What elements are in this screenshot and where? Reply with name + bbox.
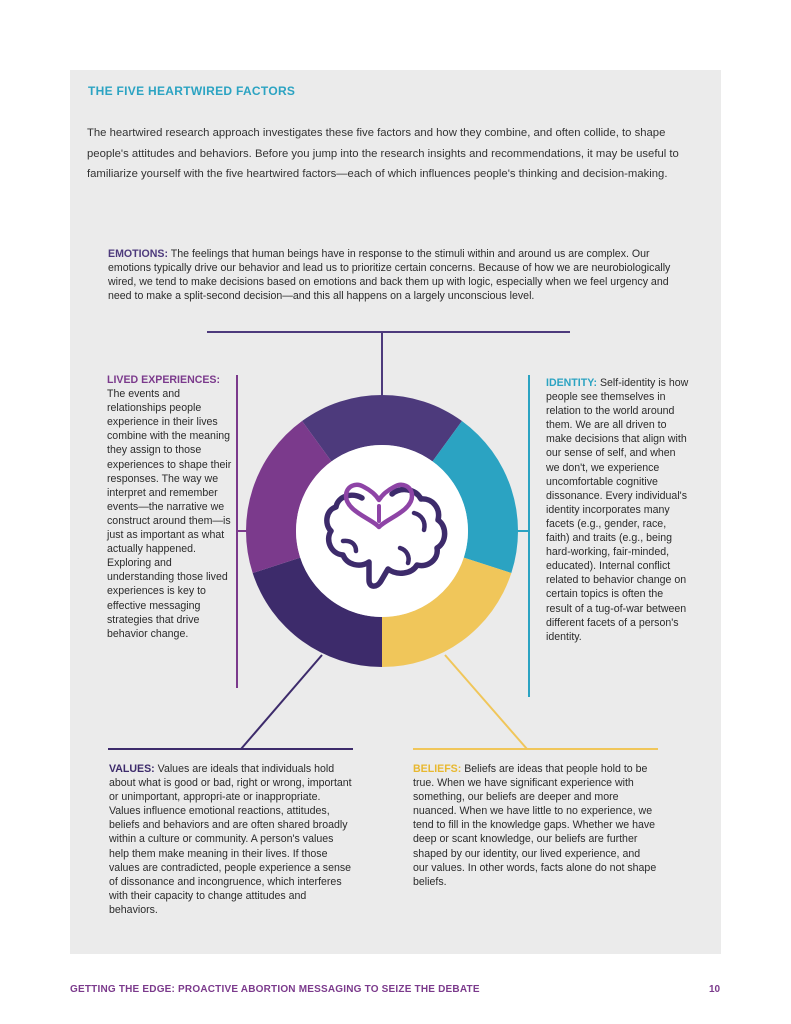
- section-heading: THE FIVE HEARTWIRED FACTORS: [88, 84, 296, 98]
- values-text: Values are ideals that individuals hold about what is good or bad, right or wrong, important or unimportant, appropri-ate or inappropriate. Values influence emotional reactions, attitudes, beliefs and behaviors and are often shared broadly within a culture or community. A person's values help them make meaning in their lives. If those values are contradicted, people experience a sense of dissonance and incongruence, which interferes with their capacity to change attitudes and behaviors.: [109, 763, 352, 916]
- values-connector-diagonal: [241, 655, 322, 749]
- footer-title: GETTING THE EDGE: PROACTIVE ABORTION MESSAGING TO SEIZE THE DEBATE: [70, 984, 480, 995]
- page-number: 10: [709, 984, 721, 995]
- lived-experiences-label: LIVED EXPERIENCES:: [107, 374, 221, 386]
- beliefs-label: BELIEFS:: [413, 763, 462, 775]
- lived-experiences-text: The events and relationships people experience in their lives combine with the meaning they assign to those experiences to shape their responses. The way we interpret and remember events—the narrative we construct around them—is just as important as what actually happened. Exploring and understanding those lived experiences is key to effective messaging strategies that drive behavior change.: [107, 388, 232, 640]
- emotions-label: EMOTIONS:: [108, 248, 169, 260]
- beliefs-connector-diagonal: [445, 655, 527, 749]
- identity-text: Self-identity is how people see themselves in relation to the world around them. We are all driven to make decisions that align with our sense of self, and when we don't, we experience uncomfortable cognitive dissonance. Every individual's identity incorporates many facets (e.g., gender, race, faith) and traits (e.g., being hard-working, fair-minded, educated). Internal conflict related to behavior change on certain topics is often the result of a tug-of-war between different facets of a person's identity.: [546, 377, 689, 643]
- emotions-text: The feelings that human beings have in response to the stimuli within and around us are complex. Our emotions typically drive our behavior and lead us to prioritize certain concerns. Because of how we are neurobiologically wired, we tend to make decisions based on emotions and back them up with logic, especially when we feel urgency and need to make a split-second decision—and this all happens on a largely unconscious level.: [108, 248, 671, 303]
- intro-paragraph: The heartwired research approach investigates these five factors and how they combine, and often collide, to shape people's attitudes and behaviors. Before you jump into the research insights and recommendations, it may be useful to familiarize yourself with the five heartwired factors—each of which influences people's thinking and decision-making.: [87, 127, 679, 180]
- values-label: VALUES:: [109, 763, 155, 775]
- identity-label: IDENTITY:: [546, 377, 598, 389]
- values-block: [109, 762, 354, 917]
- emotions-block: [108, 247, 673, 303]
- beliefs-text: Beliefs are ideas that people hold to be true. When we have significant experience with something, our beliefs are deeper and more nuanced. When we have little to no experience, we tend to fill in the knowledge gaps. Whether we have deep or scant knowledge, our beliefs are further shaped by our identity, our lived experience, and our values. In other words, facts alone do not shape beliefs.: [413, 763, 657, 888]
- beliefs-block: [413, 762, 658, 889]
- factors-ring: [246, 395, 518, 667]
- lived-experiences-block: [107, 373, 233, 641]
- identity-block: [546, 376, 691, 644]
